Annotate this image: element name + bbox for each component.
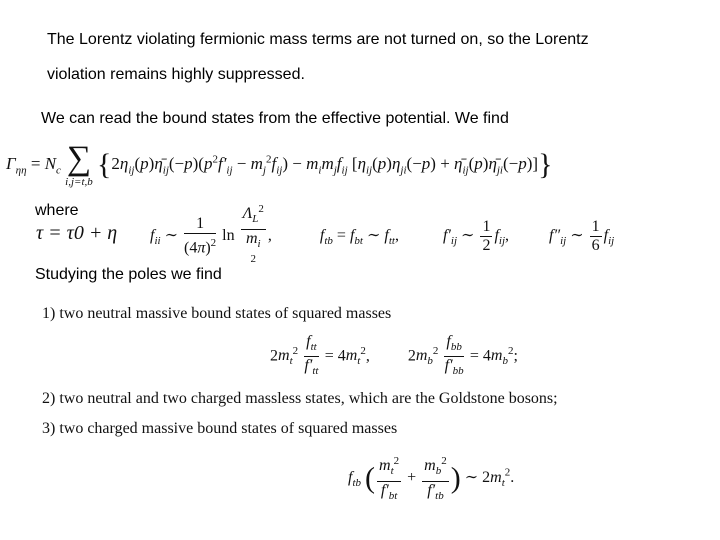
result-item-2: 2) two neutral and two charged massless states, which are the Goldstone bosons; [42, 390, 558, 407]
neutral-mass-formulas: $2m_t^2$ $\frac{f_{tt}}{f'_{tt}}$ = $4m_t^2$, $2m_b^2$ $\frac{f_{bb}}{f'_{bb}}$ = $4m_b^2$; [270, 333, 518, 378]
where-label: where [35, 202, 79, 219]
tau-equation: τ = τ0 + η [36, 222, 118, 244]
where-definitions: $f_{ii}$ ∼ $\frac{1}{(4\pi)^2}$ ln $\Lambda_L^2$ $m_i$ $^2$, $f_{tb} = f_{bt}$ ∼ $f_{tt}$, $f'_{ij}$ ∼ $\frac{1}{2}$ $f_{ij}$, $f''_{ij}$ ∼ $\frac{1}{6}$ $f_{ij}$ [150, 200, 614, 273]
charged-mass-formula: $f_{tb}$ ( $\frac{m_t^2}{f'_{bt}}$ + $\frac{m_b^2}{f'_{tb}}$ ) ∼ $2m_t^2$. [348, 452, 514, 505]
paragraph-line-2: violation remains highly suppressed. [47, 66, 305, 83]
studying-poles-text: Studying the poles we find [35, 266, 222, 283]
result-item-3: 3) two charged massive bound states of squared masses [42, 420, 398, 437]
paragraph-line-3: We can read the bound states from the effective potential. We find [41, 110, 509, 127]
effective-potential-equation: $\Gamma_{\eta\eta} = N_c$ ∑ i,j=t,b {$2\eta_{ij}(p)\etā_{ij}(-p)(p^2f'_{ij} - m_j^2f_{ij}) - m_im_jf_{ij}$ [$\eta_{ij}(p)\eta_{ji}(-p)$ + $\etā_{ij}(p)\etā_{ji}(-p)$]} [6, 140, 553, 188]
result-item-1: 1) two neutral massive bound states of squared masses [42, 305, 392, 322]
paragraph-line-1: The Lorentz violating fermionic mass terms are not turned on, so the Lorentz [47, 31, 589, 48]
